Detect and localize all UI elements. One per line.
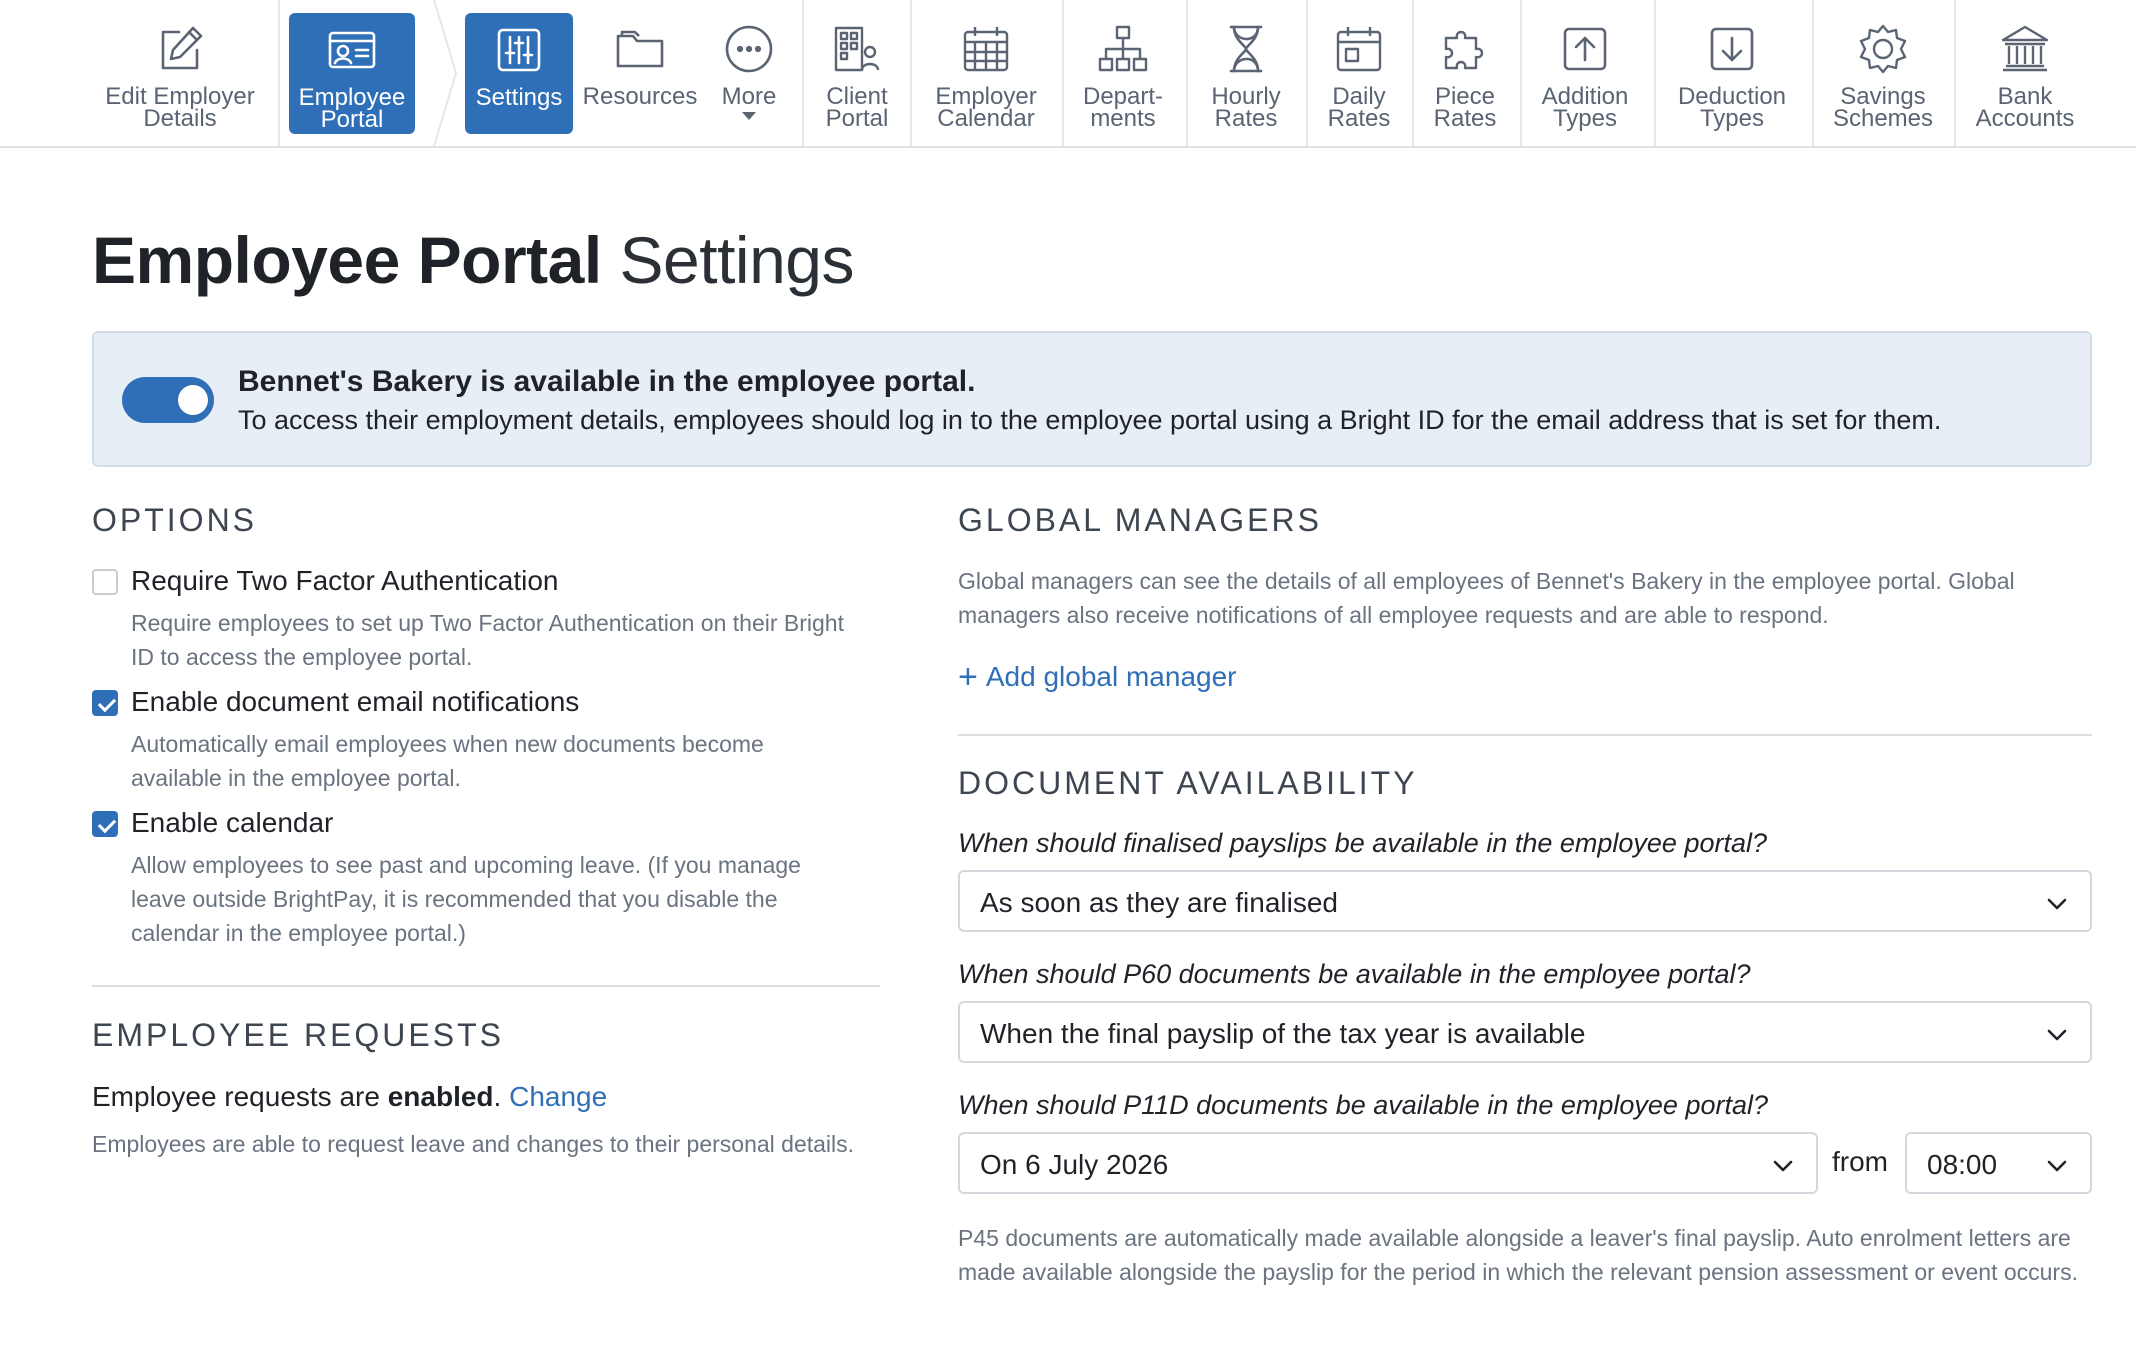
select-value: 08:00	[1927, 1149, 1998, 1180]
calendar-day-icon	[1332, 22, 1386, 76]
puzzle-icon	[1438, 22, 1492, 76]
toolbar-label: Piece Rates	[1433, 83, 1497, 132]
toolbar-label: Edit Employer Details	[105, 83, 255, 132]
p11d-time-select[interactable]	[1905, 1132, 2092, 1194]
payslips-question: When should finalised payslips be available in the employee portal?	[958, 828, 1767, 858]
p11d-date-select[interactable]	[958, 1132, 1818, 1194]
toolbar-divider	[278, 0, 280, 146]
add-global-manager-link[interactable]	[958, 658, 1236, 697]
toolbar-divider	[1186, 0, 1188, 146]
toolbar-label: Settings	[475, 84, 563, 111]
toggle-knob	[178, 385, 208, 415]
employee-requests-heading: EMPLOYEE REQUESTS	[92, 1017, 504, 1053]
chevron-down-icon	[2046, 1152, 2066, 1172]
document-availability-footnote: P45 documents are automatically made available alongside a leaver's final payslip. Auto enrolment letters are made available alongside the payslip for the period in which the relevant pension assessment or event occurs.	[958, 1225, 2078, 1285]
portal-availability-toggle[interactable]	[122, 377, 214, 423]
org-chart-icon	[1096, 22, 1150, 76]
change-requests-link[interactable]: Change	[509, 1081, 608, 1112]
toolbar-divider	[1954, 0, 1956, 146]
from-label: from	[1832, 1146, 1888, 1177]
portal-availability-banner	[92, 331, 2092, 467]
download-box-icon	[1705, 22, 1759, 76]
toolbar	[0, 0, 2136, 148]
toolbar-label: Bank Accounts	[1975, 83, 2075, 132]
bank-icon	[1998, 22, 2052, 76]
toolbar-divider	[1306, 0, 1308, 146]
caret-down-icon	[742, 112, 756, 120]
toolbar-addition-types[interactable]	[1530, 0, 1640, 146]
calendar-grid-icon	[959, 22, 1013, 76]
select-value: When the final payslip of the tax year is available	[980, 1018, 1586, 1049]
badge-gear-icon	[1856, 22, 1910, 76]
breadcrumb-chevron-icon	[432, 0, 458, 146]
upload-box-icon	[1558, 22, 1612, 76]
toolbar-piece-rates[interactable]	[1420, 0, 1510, 146]
status-prefix: Employee requests are	[92, 1081, 388, 1112]
enable-calendar-checkbox[interactable]	[92, 811, 118, 837]
page-title-light: Settings	[619, 223, 854, 297]
p11d-question: When should P11D documents be available in the employee portal?	[958, 1090, 1768, 1120]
toolbar-label: Employer Calendar	[935, 83, 1037, 132]
page-title-bold: Employee Portal	[92, 223, 602, 297]
option-description: Automatically email employees when new documents become available in the employee portal.	[131, 731, 764, 791]
toolbar-divider	[1520, 0, 1522, 146]
option-document-email-notifications	[92, 686, 892, 796]
toolbar-deduction-types[interactable]	[1664, 0, 1800, 146]
toolbar-departments[interactable]	[1070, 0, 1176, 146]
toolbar-client-portal[interactable]	[812, 0, 902, 146]
add-global-manager-label: Add global manager	[985, 661, 1237, 692]
banner-text: To access their employment details, employees should log in to the employee portal using a Bright ID for the email address that is set for them.	[238, 405, 1942, 435]
toolbar-bank-accounts[interactable]	[1964, 0, 2086, 146]
toolbar-employer-calendar[interactable]	[918, 0, 1054, 146]
p60-question: When should P60 documents be available in the employee portal?	[958, 959, 1751, 989]
toolbar-label: Deduction Types	[1677, 83, 1787, 132]
toolbar-divider	[1062, 0, 1064, 146]
toolbar-divider	[1654, 0, 1656, 146]
chevron-down-icon	[2046, 1021, 2066, 1041]
select-value: As soon as they are finalised	[980, 887, 1338, 918]
folder-icon	[613, 22, 667, 76]
chevron-down-icon	[2046, 890, 2066, 910]
status-suffix: .	[493, 1081, 510, 1112]
option-description: Require employees to set up Two Factor Authentication on their Bright ID to access the employee portal.	[131, 610, 844, 670]
option-label: Require Two Factor Authentication	[131, 565, 559, 596]
page-title	[92, 222, 854, 298]
toolbar-hourly-rates[interactable]	[1196, 0, 1296, 146]
employee-requests-status	[92, 1081, 607, 1113]
toolbar-label: Employee Portal	[298, 84, 406, 133]
option-label: Enable calendar	[131, 807, 334, 838]
toolbar-divider	[802, 0, 804, 146]
sliders-icon	[492, 23, 546, 77]
toolbar-settings[interactable]	[465, 13, 573, 134]
payslips-availability-select[interactable]	[958, 870, 2092, 932]
section-divider	[92, 985, 880, 987]
toolbar-divider	[910, 0, 912, 146]
banner-title: Bennet's Bakery is available in the employee portal.	[238, 365, 976, 398]
chevron-down-icon	[1772, 1152, 1792, 1172]
section-divider	[958, 734, 2092, 736]
status-value: enabled	[387, 1081, 494, 1112]
building-user-icon	[830, 22, 884, 76]
toolbar-employee-portal[interactable]	[289, 13, 415, 134]
id-card-icon	[325, 23, 379, 77]
toolbar-label: Hourly Rates	[1211, 83, 1281, 132]
option-enable-calendar	[92, 807, 892, 957]
toolbar-label: Savings Schemes	[1832, 83, 1934, 132]
hourglass-icon	[1219, 22, 1273, 76]
toolbar-divider	[1412, 0, 1414, 146]
employee-requests-description: Employees are able to request leave and changes to their personal details.	[92, 1131, 855, 1157]
global-managers-description: Global managers can see the details of all employees of Bennet's Bakery in the employee portal. Global managers also receive notifications of all employee requests and are able to respond.	[958, 568, 2015, 628]
select-value: On 6 July 2026	[980, 1149, 1169, 1180]
toolbar-savings-schemes[interactable]	[1822, 0, 1944, 146]
toolbar-label: More	[721, 83, 777, 110]
option-description: Allow employees to see past and upcoming leave. (If you manage leave outside BrightPay, it is recommended that you disable the calendar in the employee portal.)	[131, 852, 801, 946]
global-managers-heading: GLOBAL MANAGERS	[958, 502, 1322, 538]
document-availability-heading: DOCUMENT AVAILABILITY	[958, 765, 1418, 801]
options-heading: OPTIONS	[92, 502, 258, 538]
document-email-checkbox[interactable]	[92, 690, 118, 716]
two-factor-checkbox[interactable]	[92, 569, 118, 595]
toolbar-label: Depart- ments	[1082, 83, 1164, 132]
toolbar-label: Addition Types	[1541, 83, 1629, 132]
plus-icon: +	[958, 658, 978, 696]
toolbar-more[interactable]	[704, 0, 794, 146]
toolbar-label: Daily Rates	[1327, 83, 1391, 132]
pencil-square-icon	[153, 22, 207, 76]
p60-availability-select[interactable]	[958, 1001, 2092, 1063]
option-label: Enable document email notifications	[131, 686, 580, 717]
toolbar-edit-employer-details[interactable]	[100, 0, 260, 146]
toolbar-divider	[1812, 0, 1814, 146]
toolbar-daily-rates[interactable]	[1314, 0, 1404, 146]
toolbar-label: Client Portal	[825, 83, 889, 132]
option-two-factor	[92, 565, 892, 675]
ellipsis-circle-icon	[722, 22, 776, 76]
toolbar-resources[interactable]	[582, 0, 698, 146]
toolbar-label: Resources	[582, 83, 698, 110]
